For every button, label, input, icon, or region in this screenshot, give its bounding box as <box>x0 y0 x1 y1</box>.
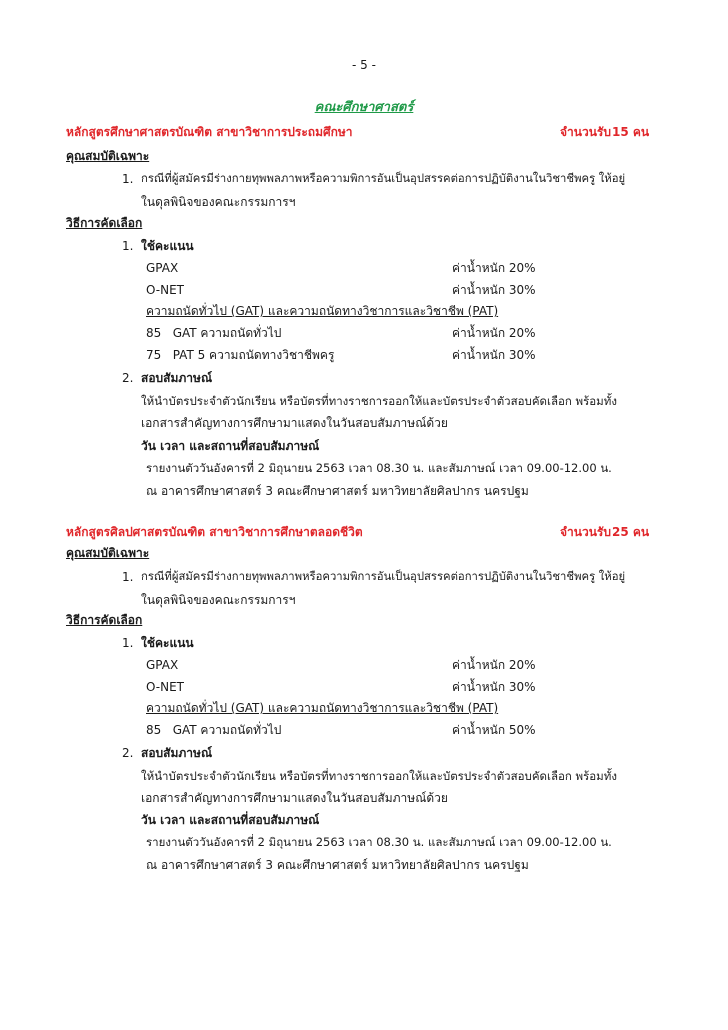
aptitude-heading: ความถนัดทั่วไป (GAT) และความถนัดทางวิชาการและวิชาชีพ (PAT) <box>146 304 499 318</box>
step-number: 2. <box>122 371 134 385</box>
quota-value: 25 คน <box>612 525 650 539</box>
qualification-text: กรณีที่ผู้สมัครมีร่างกายทุพพลภาพหรือความพิการอันเป็นอุปสรรคต่อการปฏิบัติงานในวิชาชีพครู ให้อยู่ <box>141 570 626 583</box>
score-weight: ค่าน้ำหนัก 20% <box>452 658 536 672</box>
aptitude-heading: ความถนัดทั่วไป (GAT) และความถนัดทางวิชาการและวิชาชีพ (PAT) <box>146 701 499 715</box>
page-number: - 5 - <box>352 58 376 72</box>
score-weight: ค่าน้ำหนัก 30% <box>452 283 536 297</box>
faculty-title: คณะศึกษาศาสตร์ <box>314 100 414 115</box>
qualification-number: 1. <box>122 570 134 584</box>
step-number: 2. <box>122 746 134 760</box>
step-title: สอบสัมภาษณ์ <box>141 746 213 760</box>
datetime-text: รายงานตัววันอังคารที่ 2 มิถุนายน 2563 เวลา 08.30 น. และสัมภาษณ์ เวลา 09.00-12.00 น. <box>146 461 612 475</box>
location-text: ณ อาคารศึกษาศาสตร์ 3 คณะศึกษาศาสตร์ มหาวิทยาลัยศิลปากร นครปฐม <box>146 858 529 872</box>
qualification-text-cont: ในดุลพินิจของคณะกรรมการฯ <box>141 593 296 607</box>
score-weight: ค่าน้ำหนัก 30% <box>452 680 536 694</box>
qualification-number: 1. <box>122 172 134 186</box>
qualification-text-cont: ในดุลพินิจของคณะกรรมการฯ <box>141 195 296 209</box>
qualification-heading: คุณสมบัติเฉพาะ <box>66 149 150 163</box>
interview-text-cont: เอกสารสำคัญทางการศึกษามาแสดงในวันสอบสัมภาษณ์ด้วย <box>141 791 448 805</box>
aptitude-weight: ค่าน้ำหนัก 30% <box>452 348 536 362</box>
quota-value: 15 คน <box>612 125 650 139</box>
program-title: หลักสูตรศิลปศาสตรบัณฑิต สาขาวิชาการศึกษาตลอดชีวิต <box>66 525 363 539</box>
interview-text: ให้นำบัตรประจำตัวนักเรียน หรือบัตรที่ทางราชการออกให้และบัตรประจำตัวสอบคัดเลือก พร้อมทั้ง <box>141 394 617 408</box>
quota-label: จำนวนรับ <box>560 525 611 539</box>
score-name: GPAX <box>146 658 179 672</box>
qualification-text: กรณีที่ผู้สมัครมีร่างกายทุพพลภาพหรือความพิการอันเป็นอุปสรรคต่อการปฏิบัติงานในวิชาชีพครู ให้อยู่ <box>141 172 626 185</box>
datetime-heading: วัน เวลา และสถานที่สอบสัมภาษณ์ <box>141 813 320 827</box>
score-name: O-NET <box>146 283 184 297</box>
aptitude-name: 85 GAT ความถนัดทั่วไป <box>146 326 282 340</box>
aptitude-name: 75 PAT 5 ความถนัดทางวิชาชีพครู <box>146 348 335 362</box>
interview-text: ให้นำบัตรประจำตัวนักเรียน หรือบัตรที่ทางราชการออกให้และบัตรประจำตัวสอบคัดเลือก พร้อมทั้ง <box>141 769 617 783</box>
datetime-text: รายงานตัววันอังคารที่ 2 มิถุนายน 2563 เวลา 08.30 น. และสัมภาษณ์ เวลา 09.00-12.00 น. <box>146 835 612 849</box>
method-heading: วิธีการคัดเลือก <box>66 613 143 627</box>
step-number: 1. <box>122 239 134 253</box>
step-title: ใช้คะแนน <box>141 636 194 650</box>
quota-label: จำนวนรับ <box>560 125 611 139</box>
datetime-heading: วัน เวลา และสถานที่สอบสัมภาษณ์ <box>141 439 320 453</box>
score-weight: ค่าน้ำหนัก 20% <box>452 261 536 275</box>
step-title: สอบสัมภาษณ์ <box>141 371 213 385</box>
step-title: ใช้คะแนน <box>141 239 194 253</box>
program-title: หลักสูตรศึกษาศาสตรบัณฑิต สาขาวิชาการประถมศึกษา <box>66 125 353 139</box>
aptitude-name: 85 GAT ความถนัดทั่วไป <box>146 723 282 737</box>
score-name: GPAX <box>146 261 179 275</box>
qualification-heading: คุณสมบัติเฉพาะ <box>66 546 150 560</box>
interview-text-cont: เอกสารสำคัญทางการศึกษามาแสดงในวันสอบสัมภาษณ์ด้วย <box>141 416 448 430</box>
aptitude-weight: ค่าน้ำหนัก 20% <box>452 326 536 340</box>
score-name: O-NET <box>146 680 184 694</box>
method-heading: วิธีการคัดเลือก <box>66 216 143 230</box>
location-text: ณ อาคารศึกษาศาสตร์ 3 คณะศึกษาศาสตร์ มหาวิทยาลัยศิลปากร นครปฐม <box>146 484 529 498</box>
step-number: 1. <box>122 636 134 650</box>
aptitude-weight: ค่าน้ำหนัก 50% <box>452 723 536 737</box>
